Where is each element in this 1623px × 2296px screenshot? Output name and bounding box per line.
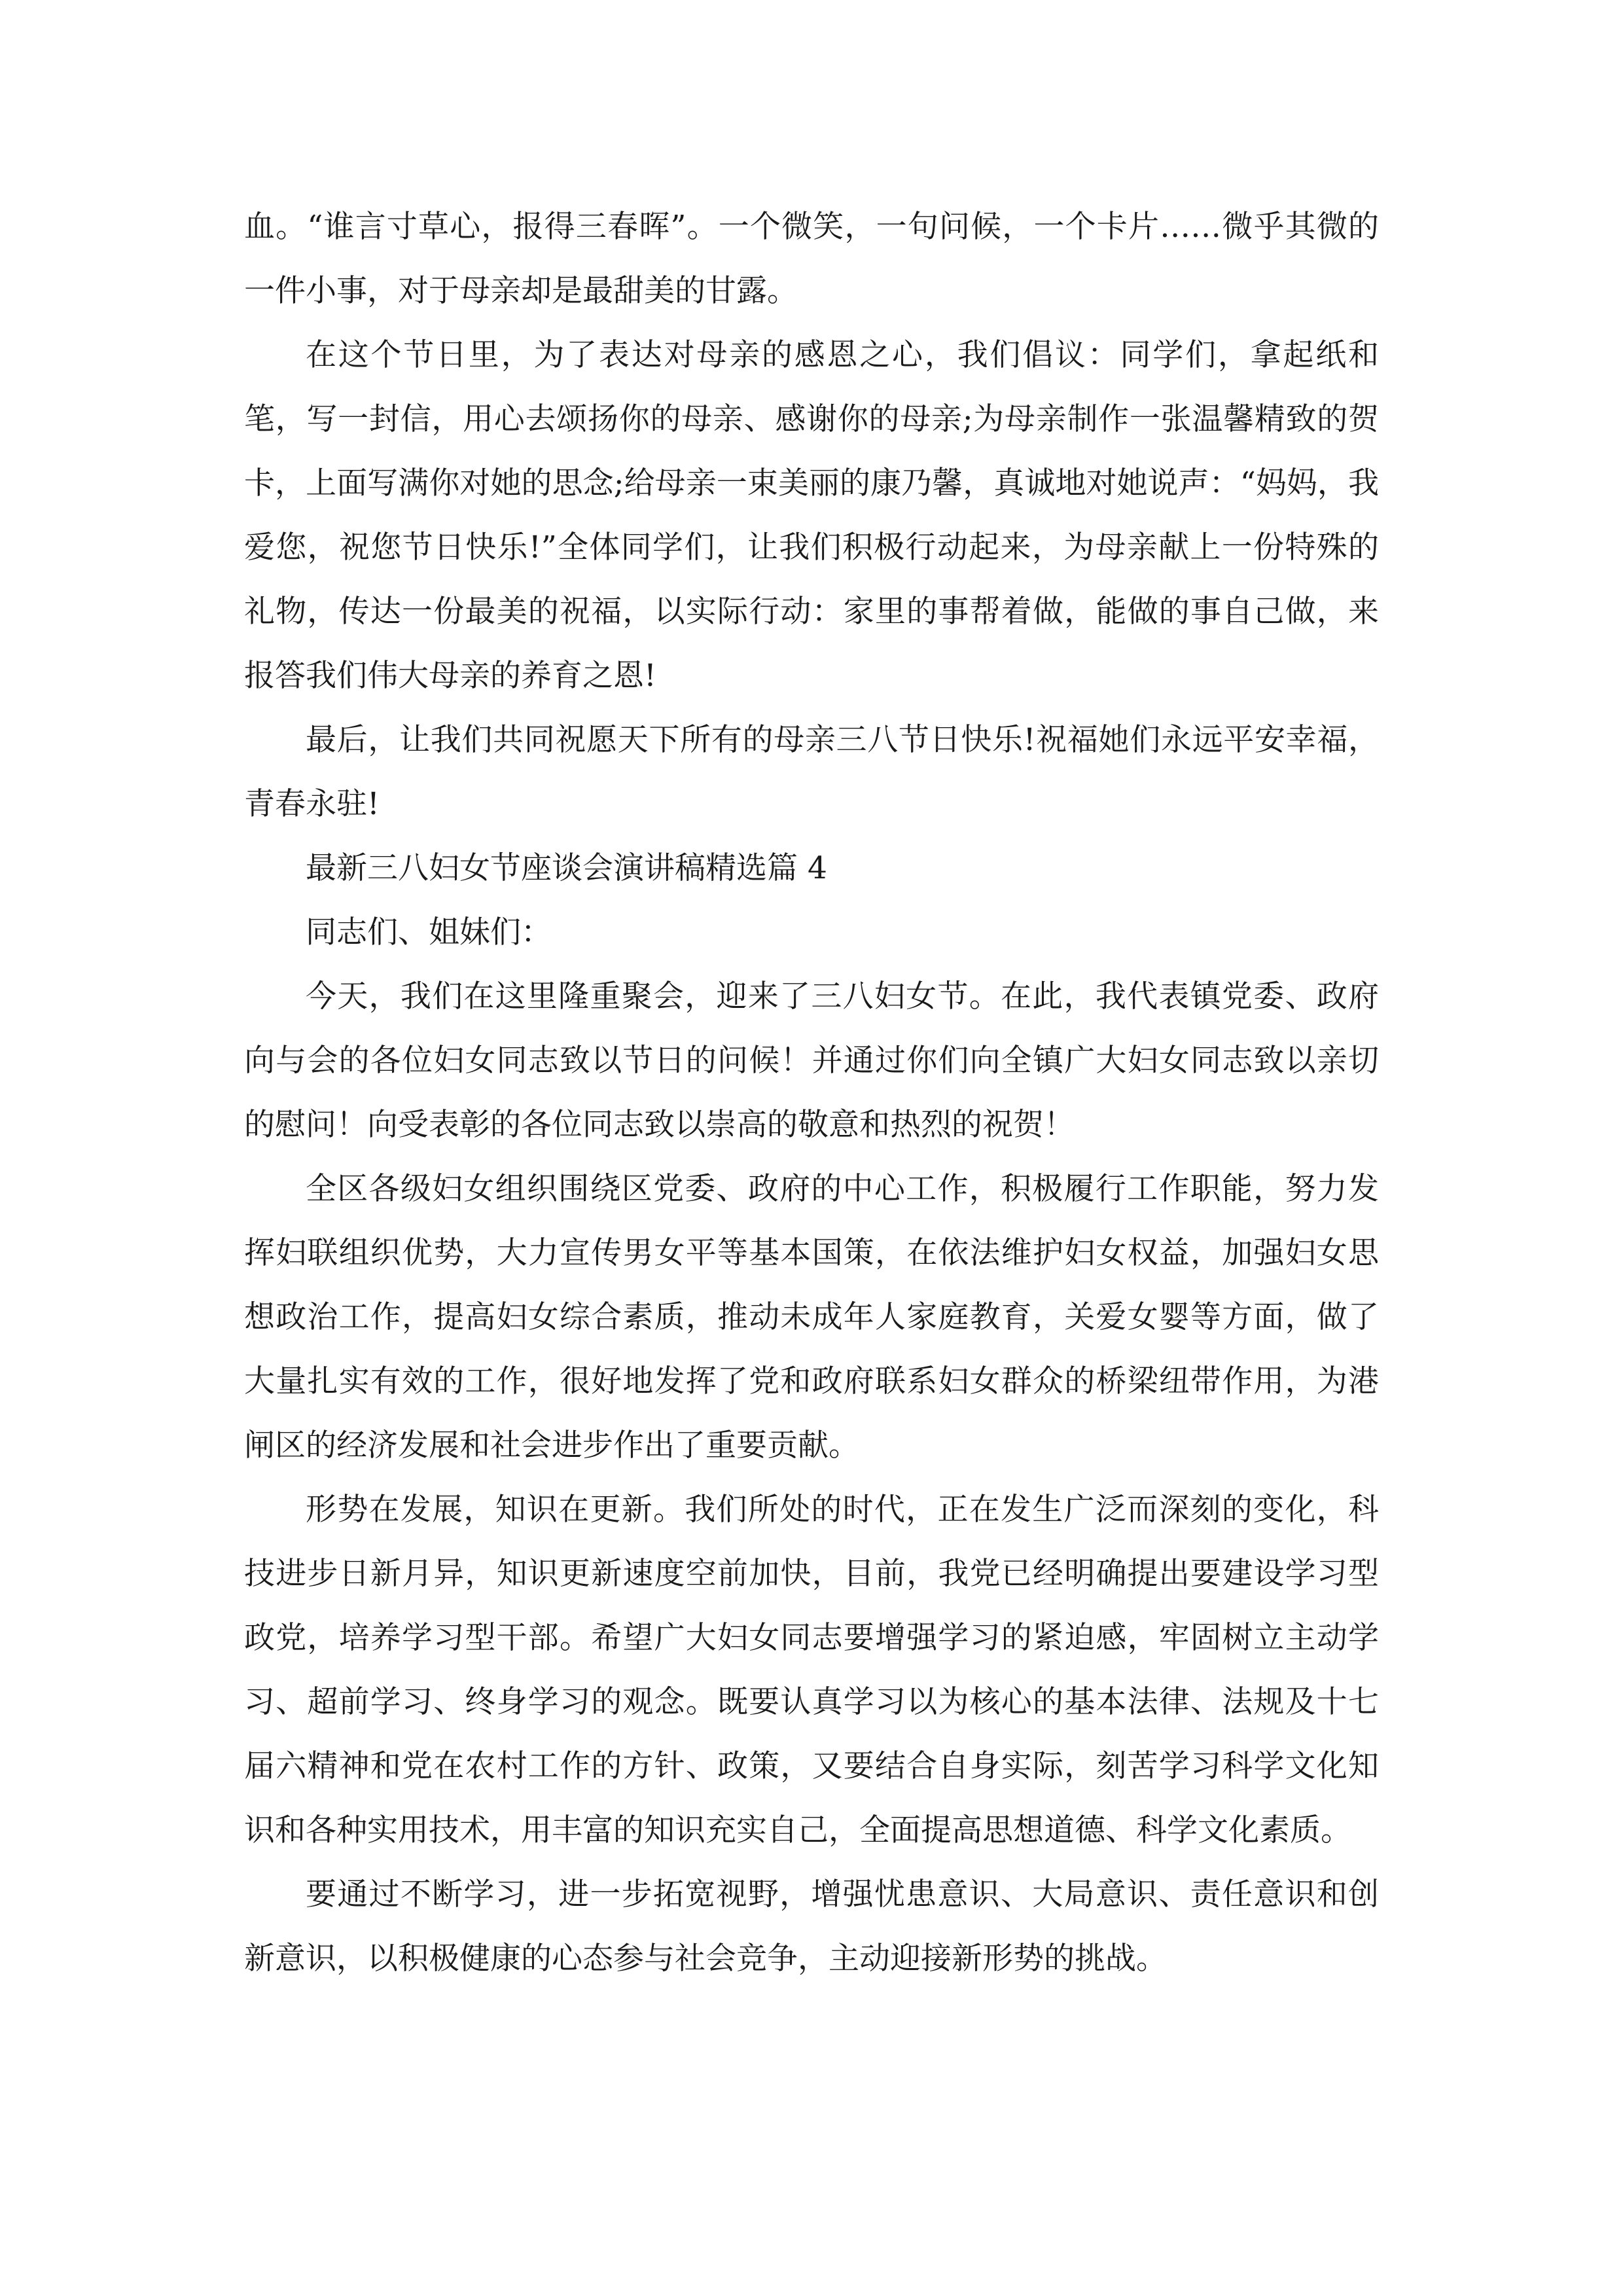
paragraph-proposal: 在这个节日里，为了表达对母亲的感恩之心，我们倡议：同学们，拿起纸和笔，写一封信，用心去颂扬你的母亲、感谢你的母亲;为母亲制作一张温馨精致的贺卡，上面写满你对她的思念;给母亲一束美丽的康乃馨，真诚地对她说声：“妈妈，我爱您，祝您节日快乐!”全体同学们，让我们积极行动起来，为母亲献上一份特殊的礼物，传达一份最美的祝福，以实际行动：家里的事帮着做，能做的事自己做，来报答我们伟大母亲的养育之恩!	[244, 337, 1379, 694]
paragraph-closing-wish: 最后，让我们共同祝愿天下所有的母亲三八节日快乐!祝福她们永远平安幸福，青春永驻!	[244, 722, 1379, 822]
paragraph-achievements: 全区各级妇女组织围绕区党委、政府的中心工作，积极履行工作职能，努力发挥妇联组织优势，大力宣传男女平等基本国策，在依法维护妇女权益，加强妇女思想政治工作，提高妇女综合素质，推动未成年人家庭教育，关爱女婴等方面，做了大量扎实有效的工作，很好地发挥了党和政府联系妇女群众的桥梁纽带作用，为港闸区的经济发展和社会进步作出了重要贡献。	[244, 1171, 1379, 1463]
document-body	[244, 195, 1379, 1991]
paragraph-greeting: 今天，我们在这里隆重聚会，迎来了三八妇女节。在此，我代表镇党委、政府向与会的各位妇女同志致以节日的问候！并通过你们向全镇广大妇女同志致以亲切的慰问！向受表彰的各位同志致以崇高的敬意和热烈的祝贺！	[244, 978, 1379, 1143]
salutation: 同志们、姐妹们：	[306, 914, 552, 950]
paragraph-vision: 要通过不断学习，进一步拓宽视野，增强忧患意识、大局意识、责任意识和创新意识，以积极健康的心态参与社会竞争，主动迎接新形势的挑战。	[244, 1876, 1379, 1977]
section-heading: 最新三八妇女节座谈会演讲稿精选篇 4	[306, 850, 827, 886]
paragraph-continuation: 血。“谁言寸草心，报得三春晖”。一个微笑，一句问候，一个卡片……微乎其微的一件小事，对于母亲却是最甜美的甘露。	[244, 209, 1379, 309]
paragraph-learning: 形势在发展，知识在更新。我们所处的时代，正在发生广泛而深刻的变化，科技进步日新月异，知识更新速度空前加快，目前，我党已经明确提出要建设学习型政党，培养学习型干部。希望广大妇女同志要增强学习的紧迫感，牢固树立主动学习、超前学习、终身学习的观念。既要认真学习以为核心的基本法律、法规及十七届六精神和党在农村工作的方针、政策，又要结合自身实际，刻苦学习科学文化知识和各种实用技术，用丰富的知识充实自己，全面提高思想道德、科学文化素质。	[244, 1492, 1379, 1848]
